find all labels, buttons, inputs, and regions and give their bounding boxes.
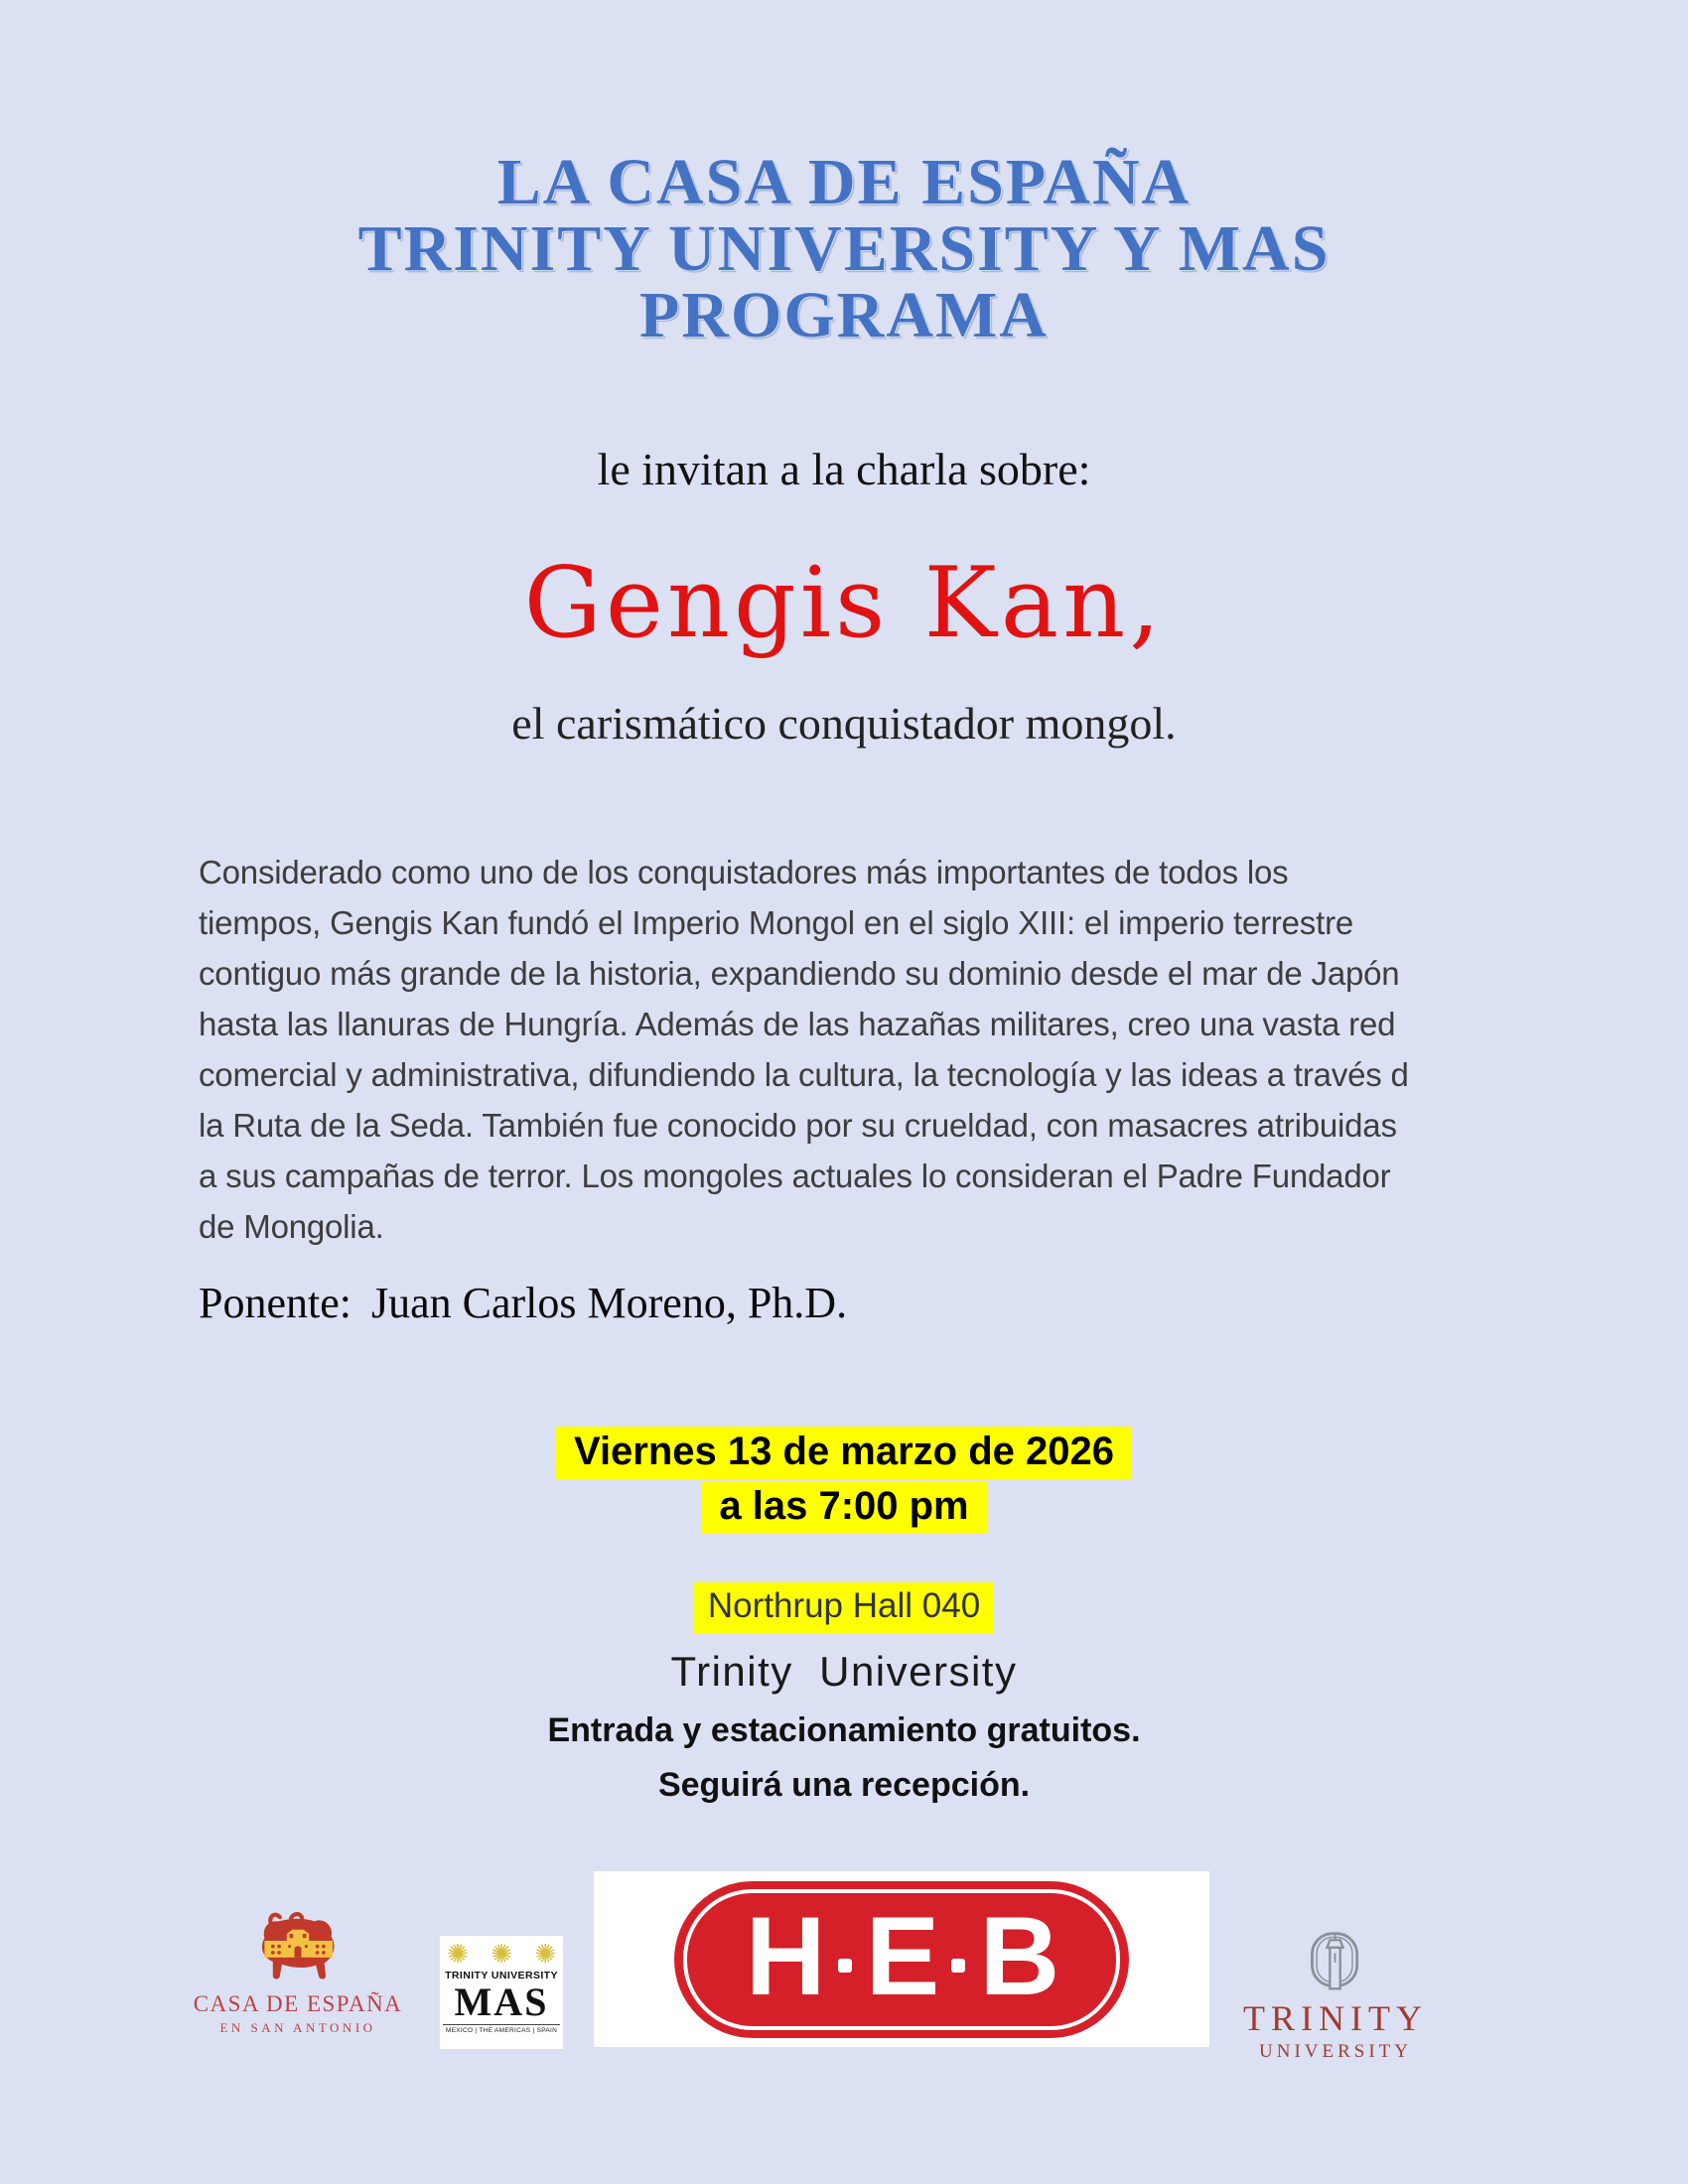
trinity-logo-name: TRINITY bbox=[1243, 1998, 1428, 2038]
heb-dot-icon bbox=[838, 1959, 852, 1973]
event-time: a las 7:00 pm bbox=[701, 1481, 986, 1534]
event-university: Trinity University bbox=[670, 1648, 1018, 1695]
header-block bbox=[0, 0, 1688, 351]
presenter-name: Juan Carlos Moreno, Ph.D. bbox=[370, 1279, 848, 1327]
event-hall: Northrup Hall 040 bbox=[694, 1582, 994, 1634]
header-line-2: TRINITY UNIVERSITY Y MAS bbox=[357, 212, 1331, 285]
tower-icon bbox=[1231, 1930, 1440, 1991]
invitation-text: le invitan a la charla sobre: bbox=[597, 444, 1091, 494]
header-line-1: LA CASA DE ESPAÑA bbox=[496, 146, 1192, 218]
sun-icon: ✺ bbox=[534, 1940, 556, 1970]
heb-logo bbox=[594, 1871, 1209, 2047]
event-note-1: Entrada y estacionamiento gratuitos. bbox=[547, 1711, 1141, 1749]
mas-program-logo bbox=[440, 1936, 563, 2049]
header-line-3: PROGRAMA bbox=[639, 279, 1049, 351]
mas-logo-regions: MEXICO | THE AMERICAS | SPAIN bbox=[443, 2024, 560, 2034]
mas-sun-icons bbox=[443, 1940, 560, 1970]
heb-logo-text bbox=[745, 1893, 1058, 2018]
presenter-line bbox=[199, 1278, 1688, 1328]
event-note-2: Seguirá una recepción. bbox=[657, 1766, 1031, 1804]
bull-icon bbox=[179, 1912, 417, 1983]
casa-logo-subtitle: EN SAN ANTONIO bbox=[219, 2020, 376, 2035]
talk-subtitle: el carismático conquistador mongol. bbox=[511, 698, 1177, 749]
casa-de-espana-logo bbox=[179, 1912, 417, 2036]
presenter-label: Ponente: bbox=[199, 1279, 352, 1327]
talk-title: Gengis Kan, bbox=[523, 547, 1165, 660]
trinity-university-logo bbox=[1231, 1930, 1440, 2063]
event-date: Viernes 13 de marzo de 2026 bbox=[556, 1427, 1132, 1479]
heb-dot-icon bbox=[951, 1959, 965, 1973]
heb-letter-e: E bbox=[865, 1893, 938, 2018]
sponsor-logos-row bbox=[0, 1831, 1688, 2184]
event-datetime-block bbox=[0, 1426, 1688, 1535]
mas-logo-acronym: MAS bbox=[454, 1979, 549, 2024]
heb-letter-h: H bbox=[745, 1893, 824, 2018]
sun-icon: ✺ bbox=[491, 1940, 512, 1970]
description-paragraph: Considerado como uno de los conquistadores más importantes de todos los tiempos, Gengis Kan fundó el Imperio Mongol en el siglo XIII: el imperio terrestre contiguo más grande de la historia, expandiendo su dominio desde el mar de Japón hasta las llanuras de Hungría. Además de las hazañas militares, creo una vasta red comercial y administrativa, difundiendo la cultura, la tecnología y las ideas a través d la Ruta de la Seda. También fue conocido por su crueldad, con masacres atribuidas a sus campañas de terror. Los mongoles actuales lo consideran el Padre Fundador de Mongolia. bbox=[199, 854, 1409, 1245]
casa-logo-name: CASA DE ESPAÑA bbox=[193, 1991, 403, 2016]
mas-logo-university: TRINITY UNIVERSITY bbox=[445, 1970, 558, 1981]
heb-letter-b: B bbox=[979, 1893, 1058, 2018]
event-hall-line bbox=[0, 1582, 1688, 1634]
trinity-logo-subtitle: UNIVERSITY bbox=[1259, 2041, 1412, 2062]
heb-logo-pill bbox=[674, 1881, 1129, 2038]
sun-icon: ✺ bbox=[447, 1940, 469, 1970]
